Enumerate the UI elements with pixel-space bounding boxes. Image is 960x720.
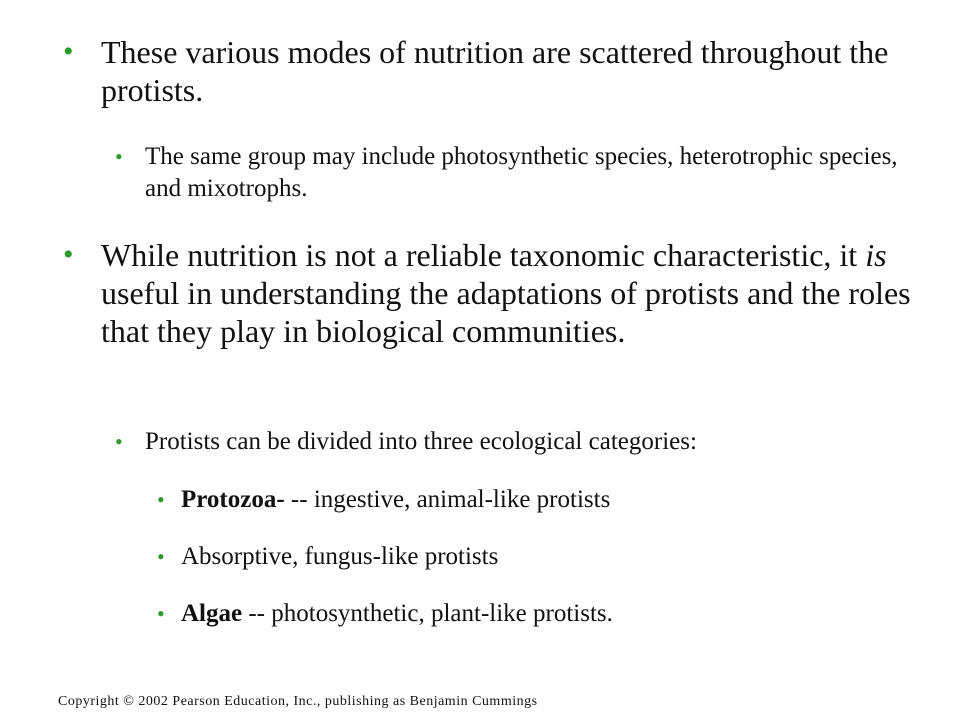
bullet-icon: • xyxy=(157,601,165,626)
category-description: -- photosynthetic, plant-like protists. xyxy=(242,600,613,627)
bullet-point-1 xyxy=(63,33,921,109)
sub-point-1 xyxy=(115,141,935,205)
sub-point-2-text: Protists can be divided into three ecological categories: xyxy=(145,428,697,455)
bullet-icon: • xyxy=(115,144,123,169)
bullet-point-2-text-italic: is xyxy=(865,237,887,273)
bullet-icon: • xyxy=(63,238,74,271)
bullet-point-2-text-before: While nutrition is not a reliable taxonomic characteristic, it xyxy=(101,237,866,273)
category-item-algae xyxy=(157,598,921,630)
category-item-protozoa xyxy=(157,484,921,516)
bullet-icon: • xyxy=(63,35,74,68)
bullet-point-2-text-after: useful in understanding the adaptations of protists and the roles that they play in biological communities. xyxy=(101,275,911,349)
category-description: Absorptive, fungus-like protists xyxy=(181,543,499,570)
sub-point-2 xyxy=(115,426,935,458)
category-term: Protozoa- xyxy=(181,486,285,513)
bullet-point-1-text: These various modes of nutrition are scattered throughout the protists. xyxy=(101,34,889,108)
bullet-icon: • xyxy=(157,487,165,512)
bullet-point-2 xyxy=(63,236,921,350)
category-term: Algae xyxy=(181,600,243,627)
bullet-icon: • xyxy=(115,429,123,454)
category-description: -- ingestive, animal-like protists xyxy=(284,486,611,513)
sub-point-1-text: The same group may include photosynthetic species, heterotrophic species, and mixotrophs. xyxy=(145,143,898,202)
copyright-notice: Copyright © 2002 Pearson Education, Inc., publishing as Benjamin Cummings xyxy=(58,694,538,709)
bullet-icon: • xyxy=(157,544,165,569)
category-item-absorptive xyxy=(157,541,921,573)
